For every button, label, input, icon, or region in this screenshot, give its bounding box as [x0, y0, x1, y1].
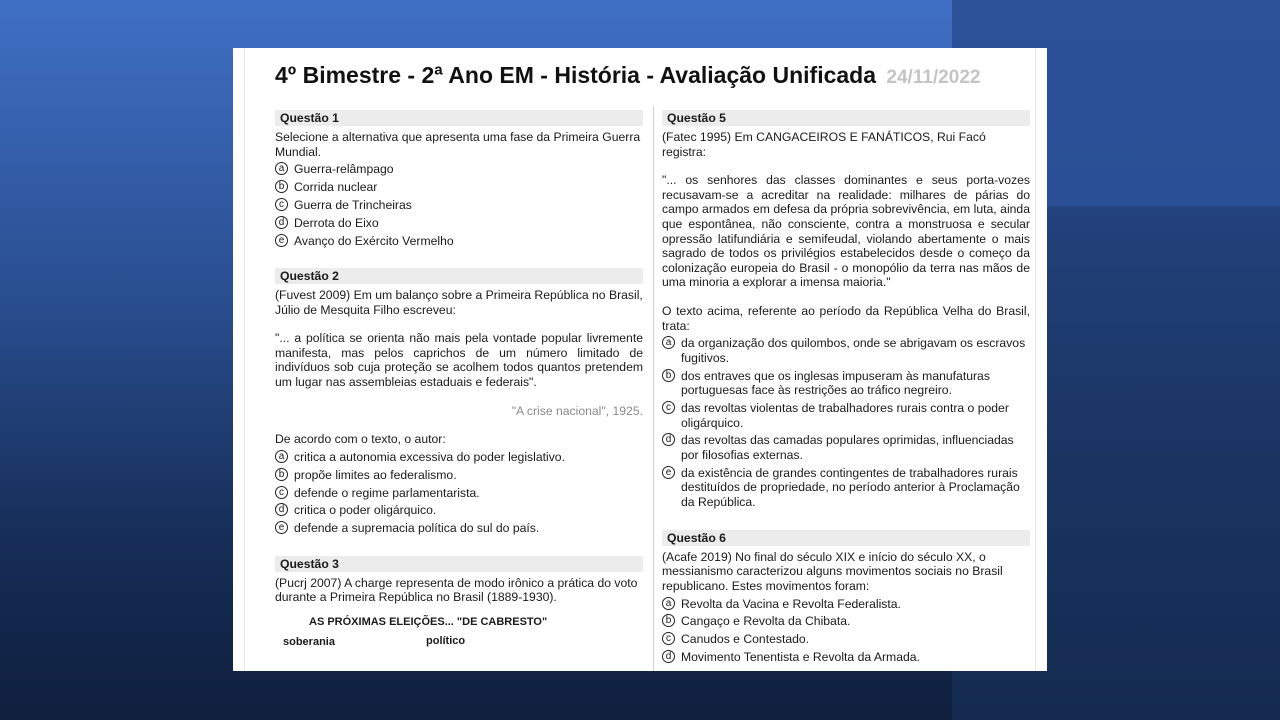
- option-d[interactable]: [275, 216, 643, 231]
- quote-source: "A crise nacional", 1925.: [511, 403, 643, 418]
- option-letter: b: [662, 369, 675, 382]
- option-text: Cangaço e Revolta da Chibata.: [681, 614, 851, 629]
- left-column: [275, 110, 643, 655]
- option-d[interactable]: [662, 650, 1030, 665]
- option-c[interactable]: [275, 198, 643, 213]
- question-header: Questão 3: [275, 556, 643, 572]
- option-text: da existência de grandes contingentes de trabalhadores rurais destituídos de propriedade, no período anterior à Proclamação da República.: [681, 465, 1020, 509]
- option-letter: a: [275, 450, 288, 463]
- exam-title: [275, 62, 980, 89]
- question-3: [275, 556, 643, 655]
- exam-title-text: 4º Bimestre - 2ª Ano EM - História - Avaliação Unificada: [275, 62, 877, 88]
- question-1: [275, 110, 643, 248]
- option-text: dos entraves que os inglesas impuseram às manufaturas portuguesas face às restrições ao tráfico negreiro.: [681, 368, 990, 398]
- option-letter: e: [275, 521, 288, 534]
- option-letter: a: [662, 336, 675, 349]
- option-letter: e: [662, 466, 675, 479]
- option-e[interactable]: [275, 521, 643, 536]
- option-letter: d: [662, 433, 675, 446]
- option-letter: b: [662, 614, 675, 627]
- column-divider: [653, 106, 654, 671]
- option-d[interactable]: [662, 433, 1030, 462]
- option-a[interactable]: [662, 597, 1030, 612]
- option-text: Derrota do Eixo: [294, 215, 379, 230]
- cartoon-image: [275, 615, 643, 655]
- option-e[interactable]: [275, 234, 643, 249]
- question-intro: (Acafe 2019) No final do século XIX e início do século XX, o messianismo caracterizou alguns movimentos sociais no Brasil republicano. Estes movimentos foram:: [662, 549, 1003, 593]
- option-a[interactable]: [275, 162, 643, 177]
- option-text: Corrida nuclear: [294, 180, 378, 195]
- options-list: [662, 597, 1030, 665]
- question-2: [275, 268, 643, 536]
- option-e[interactable]: [662, 466, 1030, 510]
- option-a[interactable]: [662, 336, 1030, 365]
- option-letter: b: [275, 468, 288, 481]
- question-intro: (Fatec 1995) Em CANGACEIROS E FANÁTICOS, Rui Facó registra:: [662, 130, 986, 159]
- option-letter: c: [662, 632, 675, 645]
- option-letter: e: [275, 234, 288, 247]
- options-list: [275, 162, 643, 248]
- right-column: [662, 110, 1030, 668]
- option-d[interactable]: [275, 503, 643, 518]
- option-text: Avanço do Exército Vermelho: [294, 233, 454, 248]
- question-prompt: Selecione a alternativa que apresenta uma fase da Primeira Guerra Mundial.: [275, 130, 641, 159]
- option-text: critica o poder oligárquico.: [294, 503, 437, 518]
- question-6: [662, 530, 1030, 665]
- question-quote: "... os senhores das classes dominantes e seus porta-vozes recusavam-se a acreditar na realidade: milhares de párias do campo armados em defesa da própria sobrevivência, em luta, ainda que espontânea, não consciente, contra a monstruosa e secular opressão latifundiária e semifeudal, violando abertamente o mais sagrado de todos os privilégios estabelecidos desde o começo da colonização europeia do Brasil - o monopólio da terra nas mãos de uma minoria a explorar a imensa maioria.": [662, 173, 1030, 290]
- option-text: defende a supremacia política do sul do país.: [294, 521, 540, 536]
- option-text: da organização dos quilombos, onde se abrigavam os escravos fugitivos.: [681, 336, 1026, 365]
- option-text: Guerra de Trincheiras: [294, 197, 412, 212]
- option-text: Canudos e Contestado.: [681, 632, 810, 647]
- exam-date: 24/11/2022: [886, 67, 981, 88]
- option-letter: d: [662, 650, 675, 663]
- question-prompt: De acordo com o texto, o autor:: [275, 432, 446, 447]
- question-quote: "... a política se orienta não mais pela vontade popular livremente manifesta, mas pelos caprichos de um número limitado de indivíduos sob cuja proteção se acolhem todos quantos pretendem um lugar nas assembleias estaduais e federais".: [275, 331, 643, 390]
- option-letter: a: [662, 597, 675, 610]
- option-text: propõe limites ao federalismo.: [294, 467, 457, 482]
- option-text: das revoltas violentas de trabalhadores rurais contra o poder oligárquico.: [681, 401, 1009, 430]
- question-header: Questão 5: [662, 110, 1030, 126]
- option-text: Movimento Tenentista e Revolta da Armada.: [681, 649, 920, 664]
- option-letter: c: [275, 198, 288, 211]
- option-text: Guerra-relâmpago: [294, 162, 394, 177]
- cartoon-title: AS PRÓXIMAS ELEIÇÕES... "DE CABRESTO": [309, 615, 548, 628]
- options-list: [275, 450, 643, 536]
- option-letter: d: [275, 216, 288, 229]
- option-b[interactable]: [275, 468, 643, 483]
- question-intro: (Pucrj 2007) A charge representa de modo irônico a prática do voto durante a Primeira República no Brasil (1889-1930).: [275, 575, 638, 605]
- option-b[interactable]: [662, 614, 1030, 629]
- option-b[interactable]: [275, 180, 643, 195]
- option-c[interactable]: [662, 401, 1030, 430]
- option-b[interactable]: [662, 369, 1030, 398]
- question-header: Questão 1: [275, 110, 643, 126]
- exam-page: [233, 48, 1047, 671]
- option-text: Revolta da Vacina e Revolta Federalista.: [681, 596, 901, 611]
- option-letter: c: [275, 486, 288, 499]
- option-text: critica a autonomia excessiva do poder legislativo.: [294, 450, 565, 465]
- option-a[interactable]: [275, 450, 643, 465]
- options-list: [662, 336, 1030, 509]
- option-letter: c: [662, 401, 675, 414]
- option-letter: d: [275, 503, 288, 516]
- option-c[interactable]: [275, 486, 643, 501]
- option-letter: b: [275, 180, 288, 193]
- exam-sheet: [245, 48, 1035, 671]
- question-header: Questão 2: [275, 268, 643, 284]
- question-header: Questão 6: [662, 530, 1030, 546]
- cartoon-label-politico: político: [426, 634, 466, 647]
- option-c[interactable]: [662, 632, 1030, 647]
- cartoon-label-soberania: soberania: [283, 635, 335, 648]
- option-text: defende o regime parlamentarista.: [294, 485, 480, 500]
- question-intro: (Fuvest 2009) Em um balanço sobre a Primeira República no Brasil, Júlio de Mesquita Filho escreveu:: [275, 288, 643, 317]
- option-letter: a: [275, 162, 288, 175]
- option-text: das revoltas das camadas populares oprimidas, influenciadas por filosofias externas.: [681, 433, 1014, 463]
- question-prompt: O texto acima, referente ao período da República Velha do Brasil, trata:: [662, 303, 1030, 333]
- question-5: [662, 110, 1030, 510]
